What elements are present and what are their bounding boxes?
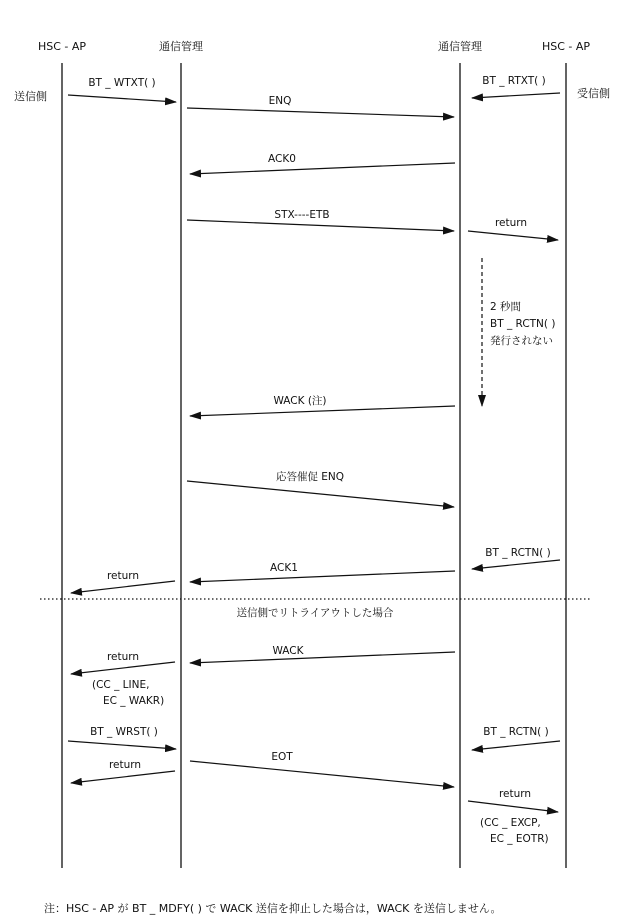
arrow-return-2 xyxy=(71,581,175,593)
label-bt-rctn-2: BT _ RCTN( ) xyxy=(483,726,549,738)
sender-side-label: 送信側 xyxy=(14,90,47,103)
return-code-line-1: (CC _ LINE, xyxy=(92,679,150,691)
label-ack0: ACK0 xyxy=(268,153,296,165)
arrow-stx-etb xyxy=(187,220,454,231)
header-comm-mgmt-left: 通信管理 xyxy=(159,40,203,53)
label-bt-rtxt: BT _ RTXT( ) xyxy=(482,75,546,87)
header-comm-mgmt-right: 通信管理 xyxy=(438,40,482,53)
footnote: 注：HSC - AP が BT _ MDFY( ) で WACK 送信を抑止した場合は，WACK を送信しません。 xyxy=(44,902,502,915)
label-stx-etb: STX----ETB xyxy=(274,209,330,221)
arrow-wack xyxy=(190,652,455,663)
header-hsc-ap-right: HSC - AP xyxy=(541,40,591,53)
arrow-bt-rtxt xyxy=(472,93,560,98)
arrow-ack0 xyxy=(190,163,455,174)
label-return-1: return xyxy=(494,217,528,229)
arrow-eot xyxy=(190,761,454,787)
timeout-note-line-3: 発行されない xyxy=(490,335,553,347)
label-wack: WACK xyxy=(272,645,304,657)
label-bt-rctn-1: BT _ RCTN( ) xyxy=(485,547,551,559)
arrow-bt-rctn-1 xyxy=(472,560,560,569)
arrow-return-1 xyxy=(468,231,558,240)
label-return-4: return xyxy=(108,759,142,771)
arrow-return-5 xyxy=(468,801,558,812)
arrow-return-3 xyxy=(71,662,175,674)
label-return-3: return xyxy=(106,651,140,663)
arrow-ack1 xyxy=(190,571,455,582)
arrow-wack-note xyxy=(190,406,455,416)
timeout-note-line-1: 2 秒間 xyxy=(490,301,522,313)
arrow-bt-wtxt xyxy=(68,95,176,102)
return-code-line-3: (CC _ EXCP, xyxy=(480,817,541,829)
arrow-enq xyxy=(187,108,454,117)
arrow-return-4 xyxy=(71,771,175,783)
header-hsc-ap-left: HSC - AP xyxy=(37,40,87,53)
label-eot: EOT xyxy=(271,751,293,763)
label-ack1: ACK1 xyxy=(270,562,298,574)
receiver-side-label: 受信側 xyxy=(577,87,610,100)
arrow-bt-rctn-2 xyxy=(472,741,560,750)
arrow-response-enq xyxy=(187,481,454,507)
label-response-enq: 応答催促 ENQ xyxy=(275,471,345,483)
return-code-line-2: EC _ WAKR) xyxy=(103,695,165,707)
label-return-5: return xyxy=(498,788,532,800)
arrow-bt-wrst xyxy=(68,741,176,749)
label-enq: ENQ xyxy=(268,95,292,107)
label-return-2: return xyxy=(106,570,140,582)
retry-caption: 送信側でリトライアウトした場合 xyxy=(236,607,394,619)
return-code-line-4: EC _ EOTR) xyxy=(490,833,549,845)
timeout-note-line-2: BT _ RCTN( ) xyxy=(490,318,556,330)
label-bt-wrst: BT _ WRST( ) xyxy=(90,726,158,738)
label-bt-wtxt: BT _ WTXT( ) xyxy=(88,77,156,89)
label-wack-note: WACK (注) xyxy=(273,395,327,407)
